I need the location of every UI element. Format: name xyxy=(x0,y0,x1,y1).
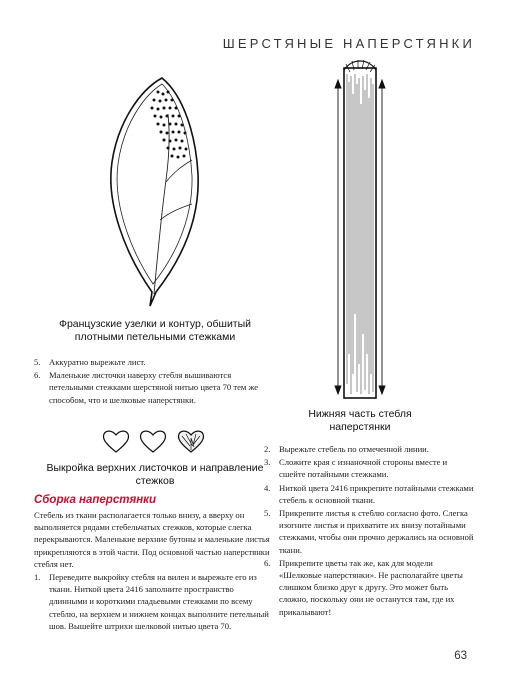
list-item: 1. Переведите выкройку стебля на вилен и вырежьте его из ткани. Ниткой цвета 2416 заполните пространство длинными и короткими гладьевыми стежками по всему стеблю, на верхнем и нижнем концах выполните петельный шов. Вышейте штрихи шелковой нитью цвета 70. xyxy=(34,572,269,631)
heart-outline-icon xyxy=(104,431,129,452)
right-steps xyxy=(264,443,474,619)
leaf-illustration xyxy=(100,70,210,310)
heart-stitched-icon xyxy=(179,431,204,452)
heart-outline-icon xyxy=(141,431,166,452)
running-header: ШЕРСТЯНЫЕ НАПЕРСТЯНКИ xyxy=(222,36,475,51)
list-item: 3. Сложите края с изнаночной стороны вместе и сшейте потайными стежками. xyxy=(264,457,448,480)
list-item: 5. Аккуратно вырежьте лист. xyxy=(34,357,146,367)
list-item: 6. Прикрепите цветы так же, как для модели «Шелковые наперстянки». Не располагайте цветы слишком близко друг к другу. Это может быть сложно, поскольку они не останутся там, где их прикалывают! xyxy=(264,557,463,617)
list-item: 2. Вырежьте стебель по отмеченной линии. xyxy=(264,444,429,454)
hearts-illustration xyxy=(100,428,210,456)
leaf-caption: Французские узелки и контур, обшитый плотными петельными стежками xyxy=(58,318,252,343)
page-number: 63 xyxy=(454,650,467,662)
list-item: 6. Маленькие листочки наверху стебля вышиваются петельными стежками шерстяной нитью цвета 70 тем же способом, что и шелковые наперстянки. xyxy=(34,370,259,405)
stem-illustration xyxy=(330,54,390,406)
left-steps-b xyxy=(34,571,272,633)
list-item: 4. Ниткой цвета 2416 прикрепите потайными стежками стебель к основной ткани. xyxy=(264,482,474,505)
stem-caption: Нижняя часть стебля наперстянки xyxy=(308,408,412,433)
section-title: Сборка наперстянки xyxy=(34,494,157,506)
list-item: 5. Прикрепите листья к стеблю согласно фото. Слегка изогните листья и прихватите их внизу потайными стежками, чтобы они прочно держались на основной ткани. xyxy=(264,508,474,555)
left-steps-a xyxy=(34,356,272,407)
hearts-caption: Выкройка верхних листочков и направление стежков xyxy=(46,462,264,487)
section-intro: Стебель из ткани располагается только внизу, а вверху он выполняется рядами стебельчатых стежков, которые слегка перекрываются. Маленькие верхние бутоны и маленькие листья прикрепляются в этой части. Под основной частью наперстянки стебля нет. xyxy=(34,510,270,569)
